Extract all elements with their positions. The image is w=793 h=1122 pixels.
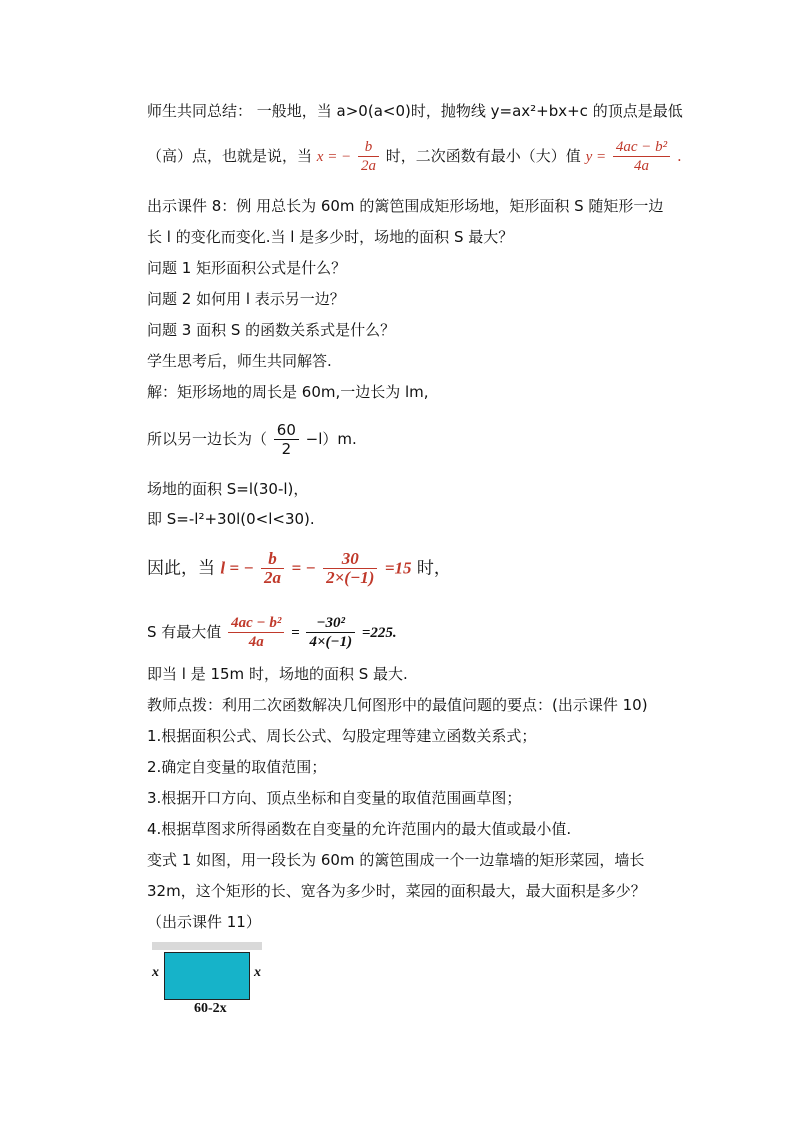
question-2: 问题 2 如何用 l 表示另一边？ — [147, 290, 345, 308]
fraction-numerator: 4ac − b² — [613, 138, 670, 157]
example-line-1: 出示课件 8：例 用总长为 60m 的篱笆围成矩形场地，矩形面积 S 随矩形一边 — [147, 197, 664, 215]
vertex-calculation — [147, 550, 451, 587]
fraction-denominator: 4a — [634, 158, 650, 174]
discussion-line: 学生思考后，师生共同解答. — [147, 352, 332, 370]
fraction-denominator: 2×(−1) — [326, 568, 375, 587]
fraction-denominator: 4×(−1) — [309, 634, 353, 650]
calc-text-a: 因此，当 — [147, 558, 215, 579]
max-mid: = — [291, 625, 300, 641]
fraction-numerator: b — [358, 138, 379, 157]
summary-period: . — [676, 147, 682, 165]
calc-l-label: l = − — [220, 558, 254, 578]
solution-line-2 — [147, 421, 357, 458]
tip-step-3: 3.根据开口方向、顶点坐标和自变量的取值范围画草图； — [147, 789, 522, 807]
area-expression: 场地的面积 S=l(30-l)， — [147, 480, 309, 498]
fraction-numerator: 4ac − b² — [228, 614, 284, 633]
fraction-denominator: 2 — [281, 440, 292, 458]
question-1: 问题 1 矩形面积公式是什么？ — [147, 259, 347, 277]
vertex-x-label: x = − — [316, 149, 352, 165]
summary-text-a: （高）点，也就是说，当 — [147, 147, 313, 165]
garden-rectangle — [164, 952, 250, 1000]
max-text-a: S 有最大值 — [147, 623, 222, 641]
max-result: =225. — [361, 625, 397, 641]
calc-text-b: 时， — [416, 558, 451, 579]
tip-step-4: 4.根据草图求所得函数在自变量的允许范围内的最大值或最小值. — [147, 820, 572, 838]
solution-line-1: 解：矩形场地的周长是 60m,一边长为 lm, — [147, 383, 429, 401]
wall-strip — [152, 942, 262, 950]
garden-diagram — [150, 940, 265, 1020]
fraction-numerator: −30² — [306, 614, 355, 633]
vertex-x-fraction — [358, 138, 379, 175]
summary-text-b: 时，二次函数有最小（大）值 — [385, 147, 581, 165]
max-fraction-2 — [306, 614, 355, 651]
other-side-text-a: 所以另一边长为（ — [147, 430, 268, 448]
fraction-denominator: 4a — [248, 634, 264, 650]
tip-step-1: 1.根据面积公式、周长公式、勾股定理等建立函数关系式； — [147, 727, 537, 745]
teacher-tip: 教师点拨：利用二次函数解决几何图形中的最值问题的要点：(出示课件 10) — [147, 696, 648, 714]
summary-line-1: 师生共同总结： 一般地，当 a>0(a<0)时，抛物线 y=ax²+bx+c 的顶点是最低 — [147, 102, 683, 120]
summary-line-2 — [147, 138, 682, 175]
tip-step-2: 2.确定自变量的取值范围； — [147, 758, 327, 776]
left-side-label: x — [152, 965, 159, 980]
vertex-y-label: y = — [585, 149, 607, 165]
calc-mid: = − — [291, 558, 316, 578]
calc-fraction-1 — [261, 550, 284, 587]
fraction-denominator: 2a — [360, 158, 376, 174]
variant-line-2: 32m，这个矩形的长、宽各为多少时，菜园的面积最大，最大面积是多少？ — [147, 882, 646, 900]
area-function: 即 S=-l²+30l(0<l<30). — [147, 510, 315, 528]
max-value-calculation — [147, 614, 397, 651]
calc-fraction-2 — [323, 550, 377, 587]
max-fraction-1 — [228, 614, 284, 651]
other-side-fraction — [274, 421, 299, 458]
conclusion-line: 即当 l 是 15m 时，场地的面积 S 最大. — [147, 665, 408, 683]
calc-result: =15 — [384, 558, 412, 578]
fraction-numerator: b — [261, 550, 284, 569]
vertex-y-fraction — [613, 138, 670, 175]
bottom-side-label: 60-2x — [194, 1001, 227, 1016]
right-side-label: x — [254, 965, 261, 980]
example-line-2: 长 l 的变化而变化.当 l 是多少时，场地的面积 S 最大？ — [147, 228, 514, 246]
fraction-numerator: 30 — [323, 550, 377, 569]
variant-line-3: （出示课件 11） — [147, 913, 261, 931]
other-side-text-b: −l）m. — [305, 430, 357, 448]
question-3: 问题 3 面积 S 的函数关系式是什么？ — [147, 321, 396, 339]
fraction-denominator: 2a — [264, 568, 282, 587]
fraction-numerator: 60 — [274, 421, 299, 440]
variant-line-1: 变式 1 如图，用一段长为 60m 的篱笆围成一个一边靠墙的矩形菜园，墙长 — [147, 851, 645, 869]
